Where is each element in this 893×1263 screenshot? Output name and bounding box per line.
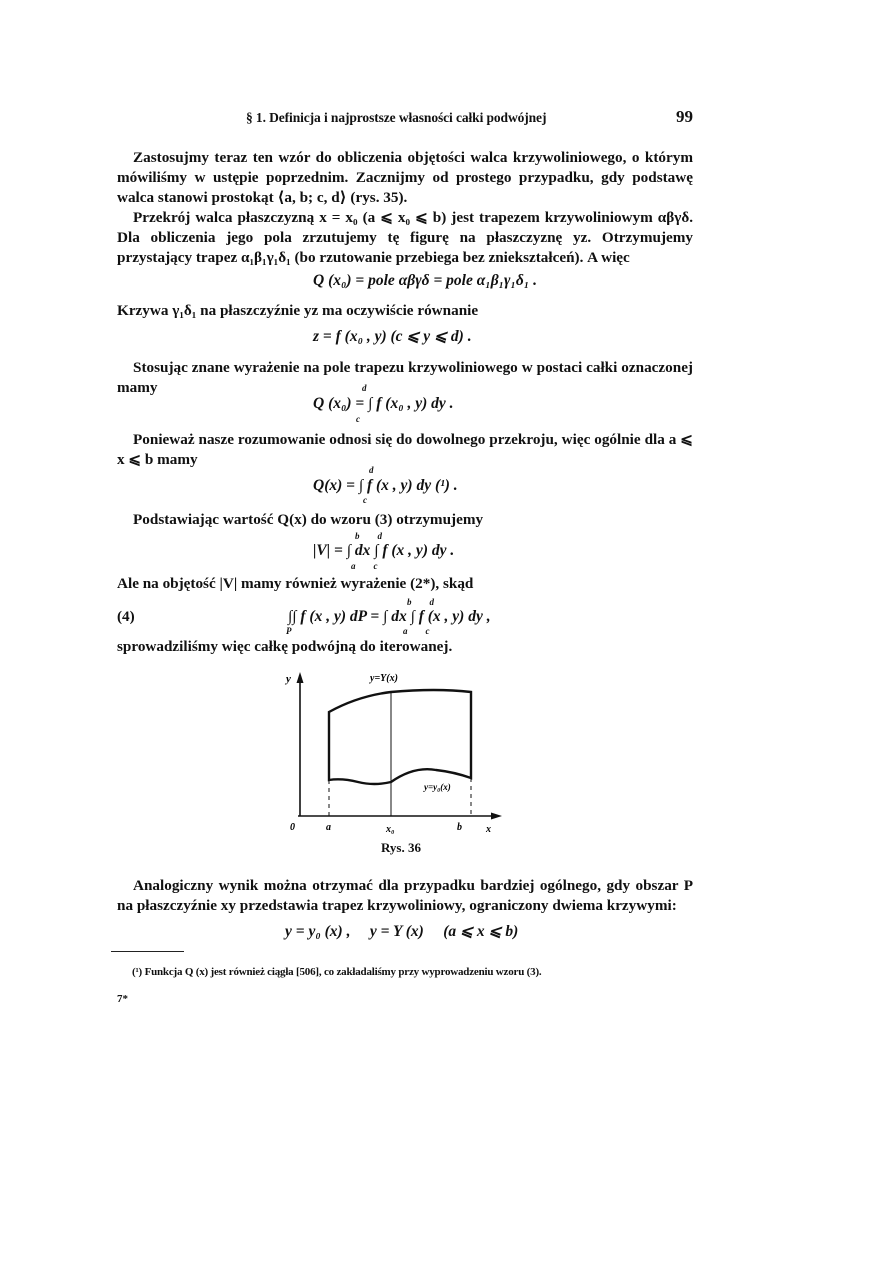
equation-boundary-curves: y = y₀ (x) , y = Y (x) (a ⩽ x ⩽ b) bbox=[285, 923, 519, 940]
running-header: § 1. Definicja i najprostsze własności całki podwójnej bbox=[246, 110, 547, 125]
tick-label-a: a bbox=[326, 822, 331, 833]
eq3-upper-limit: d bbox=[362, 383, 367, 393]
tick-label-b: b bbox=[457, 822, 462, 833]
tick-label-x0: x₀ bbox=[386, 824, 395, 835]
eq3-lower-limit: c bbox=[356, 414, 360, 424]
equation-pole: Q (x₀) = pole αβγδ = pole α₁β₁γ₁δ₁ . bbox=[313, 272, 538, 289]
figure-caption: Rys. 36 bbox=[381, 840, 421, 855]
x-axis-label: x bbox=[486, 824, 491, 835]
equation-volume: |V| = ∫ dx ∫ f (x , y) dy . bbox=[313, 542, 455, 559]
eq6-upper-limits: b d bbox=[407, 597, 434, 607]
eq6-lower-limit-p: P bbox=[286, 626, 292, 636]
eq4-upper-limit: d bbox=[369, 465, 374, 475]
lower-curve-label: y=y₀(x) bbox=[424, 782, 451, 792]
upper-curve-label: y=Y(x) bbox=[370, 673, 398, 684]
eq5-upper-limits: b d bbox=[355, 531, 382, 541]
equation-curve: z = f (x₀ , y) (c ⩽ y ⩽ d) . bbox=[313, 328, 472, 345]
eq5-lower-limits: a c bbox=[351, 561, 378, 571]
footnote: (¹) Funkcja Q (x) jest również ciągła [506], co zakładaliśmy przy wyprowadzeniu wzoru (3). bbox=[132, 966, 542, 978]
eq4-lower-limit: c bbox=[363, 495, 367, 505]
equation-double-integral: ∫∫ f (x , y) dP = ∫ dx ∫ f (x , y) dy , bbox=[288, 608, 491, 625]
y-axis-arrow-icon bbox=[297, 672, 304, 683]
equation-q-x: Q(x) = ∫ f (x , y) dy (¹) . bbox=[313, 477, 458, 494]
paragraph-4: Stosując znane wyrażenie na pole trapezu krzywoliniowego w postaci całki oznaczonej mamy bbox=[117, 359, 693, 396]
figure-36 bbox=[276, 666, 506, 836]
signature-mark: 7* bbox=[117, 993, 128, 1005]
paragraph-3: Krzywa γ₁δ₁ na płaszczyźnie yz ma oczywiście równanie bbox=[117, 302, 479, 319]
paragraph-9: Analogiczny wynik można otrzymać dla przypadku bardziej ogólnego, gdy obszar P na płaszczyźnie xy przedstawia trapez krzywoliniowy, ograniczony dwiema krzywymi: bbox=[117, 877, 693, 914]
footnote-divider bbox=[111, 951, 184, 952]
equation-q-x0: Q (x₀) = ∫ f (x₀ , y) dy . bbox=[313, 395, 454, 412]
region-p bbox=[329, 690, 471, 784]
paragraph-6: Podstawiając wartość Q(x) do wzoru (3) otrzymujemy bbox=[133, 511, 484, 528]
paragraph-1: Zastosujmy teraz ten wzór do obliczenia objętości walca krzywoliniowego, o którym mówiliśmy w ustępie poprzednim. Zacznijmy od prostego przypadku, gdy podstawę walca stanowi prostokąt ⟨a, b; c, d⟩ (rys. 35). bbox=[117, 149, 693, 206]
equation-number-4: (4) bbox=[117, 608, 135, 625]
eq6-lower-limits: a c bbox=[403, 626, 430, 636]
paragraph-8: sprowadziliśmy więc całkę podwójną do iterowanej. bbox=[117, 638, 453, 655]
page-number: 99 bbox=[676, 107, 693, 126]
paragraph-2: Przekrój walca płaszczyzną x = x₀ (a ⩽ x₀ ⩽ b) jest trapezem krzywoliniowym αβγδ. Dla obliczenia jego pola zrzutujemy tę figurę na płaszczyznę yz. Otrzymujemy przystający trapez α₁β₁γ₁δ₁ (bo rzutowanie przebiega bez zniekształceń). A więc bbox=[117, 209, 693, 266]
y-axis-label: y bbox=[286, 673, 291, 685]
x-axis-arrow-icon bbox=[491, 813, 502, 820]
origin-label: 0 bbox=[290, 822, 295, 833]
paragraph-5: Ponieważ nasze rozumowanie odnosi się do dowolnego przekroju, więc ogólnie dla a ⩽ x ⩽ b mamy bbox=[117, 431, 693, 468]
paragraph-7: Ale na objętość |V| mamy również wyrażenie (2*), skąd bbox=[117, 575, 474, 592]
